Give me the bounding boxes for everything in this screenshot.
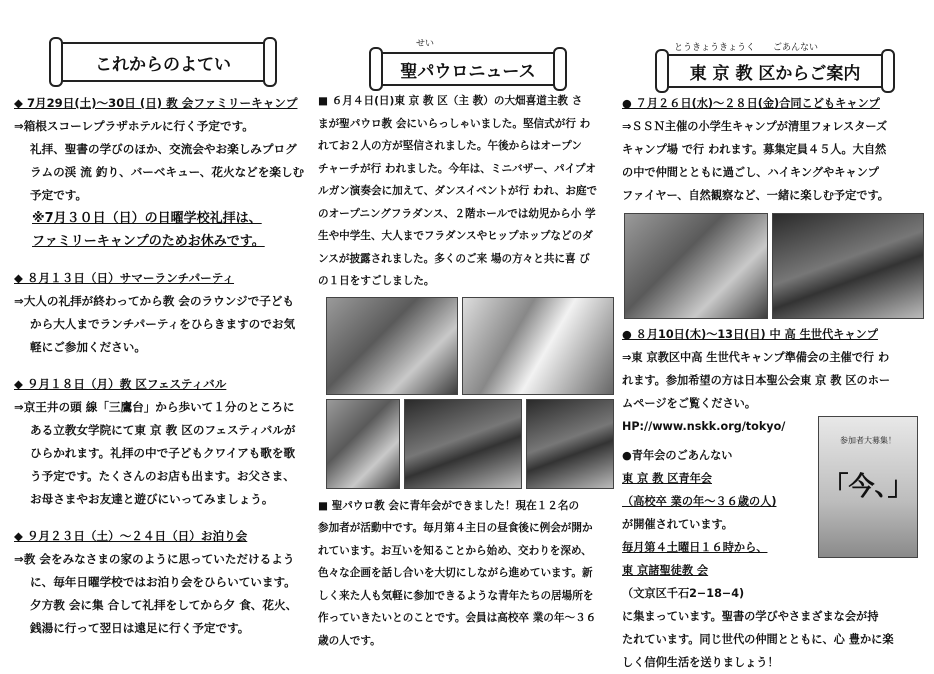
section-bishop-visit	[318, 90, 616, 293]
festival-heading: ◆ ９月１８日（月）教 区フェスティバル	[14, 377, 227, 391]
lunch-party-heading: ◆ ８月１３日（日）サマーランチパーティ	[14, 271, 235, 285]
text-line: 参加者が活動中です。毎月第４主日の昼食後に例会が開か	[318, 522, 593, 534]
photo-organ-concert	[526, 399, 614, 489]
diocese-title-ruby: とうきょうきょうく ごあんない	[674, 43, 819, 53]
news-title: 聖パウロニュース	[400, 61, 536, 82]
text-line: れています。お互いを知ることから始め、交わりを深め、	[318, 544, 592, 557]
text-line: ⇒京王井の頭 線「三鷹台」から歩いて１分のところに	[14, 400, 295, 414]
text-line: ある立教女学院にて東 京 教 区のフェスティバルが	[30, 423, 296, 437]
section-lunch-party	[14, 267, 312, 359]
camp-note-line: ファミリーキャンプのためお休みです。	[32, 234, 265, 249]
text-line: まが聖パウロ教 会にいらっしゃいました。堅信式が行 わ	[318, 117, 591, 130]
kids-camp-heading: ● ７月２６日(水)～２８日(金)合同こどもキャンプ	[622, 97, 880, 110]
column-news	[318, 0, 616, 655]
text-line: ファイヤー、自然観察など、一緒に楽しむ予定です。	[622, 189, 889, 202]
photo-hall-dance	[404, 399, 522, 489]
text-line: 銭湯に行って翌日は遠足に行く予定です。	[30, 621, 250, 635]
sleepover-heading: ◆ ９月２３日（土）～２４日（日）お泊り会	[14, 529, 248, 543]
text-line: ルガン演奏会に加えて、ダンスイベントが行 われ、お庭で	[318, 185, 598, 197]
camp-note-line: ※7月３０日（日）の日曜学校礼拝は、	[32, 211, 262, 226]
text-line: ムページをご覧ください。	[622, 397, 757, 410]
text-line: 毎月第４土曜日１６時から、	[622, 541, 768, 554]
text-line: しく来た人も気軽に参加できるような青年たちの居場所を	[318, 589, 594, 602]
text-line: ⇒大人の礼拝が終わってから教 会のラウンジで子ども	[14, 294, 295, 308]
text-line: れてお２人の方が堅信されました。午後からはオープン	[318, 140, 582, 152]
text-line: しく信仰生活を送りましょう！	[622, 656, 779, 669]
text-line: ⇒教 会をみなさまの家のように思っていただけるよう	[14, 552, 295, 566]
section-festival	[14, 373, 312, 511]
photo-bazaar	[326, 399, 400, 489]
text-line: が開催されています。	[622, 518, 733, 531]
text-line: ⇒ＳＳＮ主催の小学生キャンプが清里フォレスターズ	[622, 120, 888, 133]
camp-photos	[622, 213, 922, 323]
photo-outdoor-worship	[624, 213, 768, 319]
text-line: （文京区千石2−18−4)	[622, 587, 745, 600]
column-diocese-info	[622, 0, 922, 669]
text-line: に、毎年日曜学校ではお泊り会をひらいています。	[30, 575, 296, 589]
section-youth-group	[318, 495, 616, 653]
section-sleepover	[14, 525, 312, 640]
text-line: れます。参加希望の方は日本聖公会東 京 教 区のホー	[622, 374, 891, 387]
text-line: ひらかれます。礼拝の中で子どもクワイアも歌を歌	[30, 446, 296, 460]
text-line: 東 京諸聖徒教 会	[622, 564, 709, 577]
text-line: 歳の人です。	[318, 634, 381, 647]
youth-group-heading: ●青年会のごあんない	[622, 449, 733, 462]
text-line: 予定です。	[30, 188, 88, 202]
text-line: ■ 聖パウロ教 会に青年会ができました！現在１２名の	[318, 499, 580, 512]
text-line: の中で仲間とともに過ごし、ハイキングやキャンプ	[622, 166, 879, 179]
camp-flyer	[818, 416, 918, 558]
text-line: （高校卒 業の年～３６歳の人)	[622, 495, 777, 508]
text-line: キャンプ場 で行 われます。募集定員４５人。大自然	[622, 143, 887, 156]
section-kids-camp	[622, 92, 922, 207]
news-title-ruby: せい	[416, 39, 435, 49]
text-line: 作っていきたいとのことです。会員は高校卒 業の年～３６	[318, 612, 597, 624]
family-camp-heading: ◆ 7月29日(土)～30日 (日) 教 会ファミリーキャンプ	[14, 96, 298, 110]
text-line: ンスが披露されました。多くのご来 場の方々と共に喜 び	[318, 252, 590, 265]
text-line: の１日をすごしました。	[318, 275, 435, 287]
flyer-big-text: 「今、」	[822, 472, 914, 502]
flyer-top-text: 参加者大募集！	[840, 436, 896, 445]
text-line: たれています。同じ世代の仲間とともに、心 豊かに楽	[622, 633, 894, 646]
text-line: う予定です。たくさんのお店も出ます。お父さま、	[30, 469, 295, 483]
diocese-url-link[interactable]: HP://www.nskk.org/tokyo/	[622, 420, 786, 433]
text-line: ⇒箱根スコーレプラザホテルに行く予定です。	[14, 119, 254, 133]
text-line: ラムの渓 流 釣り、バーベキュー、花火などを楽しむ	[30, 165, 305, 179]
text-line: ■ ６月４日(日)東 京 教 区（主 教）の大畑喜道主教 さ	[318, 95, 583, 107]
text-line: お母さまやお友達と遊びにいってみましょう。	[30, 492, 274, 506]
text-line: 色々な企画を話し合いを大切にしながら進めています。新	[318, 567, 593, 579]
text-line: ⇒東 京教区中高 生世代キャンプ準備会の主催で行 わ	[622, 351, 890, 364]
news-photos	[318, 297, 616, 493]
photo-confirmation	[326, 297, 458, 395]
text-line: チャーチが行 われました。今年は、ミニバザー、パイプオ	[318, 162, 596, 175]
photo-campfire-crowd	[772, 213, 924, 319]
text-line: 礼拝、聖書の学びのほか、交流会やお楽しみプログ	[30, 142, 297, 156]
text-line: に集まっています。聖書の学びやさまざまな会が持	[622, 610, 879, 623]
section-family-camp	[14, 92, 312, 253]
schedule-title: これからのよてい	[95, 54, 231, 75]
diocese-title: 東 京 教 区からご案内	[689, 63, 861, 84]
text-line: から大人までランチパーティをひらきますのでお気	[30, 317, 296, 331]
photo-hula-dance	[462, 297, 614, 395]
youth-camp-heading: ● ８月10日(木)～13日(日) 中 高 生世代キャンプ	[622, 328, 878, 341]
text-line: 夕方教 会に集 合して礼拝をしてから夕 食、花火、	[30, 598, 298, 612]
schedule-title-banner	[56, 42, 270, 82]
diocese-title-banner	[662, 54, 888, 88]
column-schedule	[14, 0, 312, 655]
text-line: 東 京 教 区青年会	[622, 472, 712, 485]
text-line: 生や中学生、大人までフラダンスやヒップホップなどのダ	[318, 230, 593, 242]
text-line: のオープニングフラダンス、２階ホールでは幼児から小 学	[318, 207, 596, 220]
text-line: 軽にご参加ください。	[30, 340, 146, 354]
news-title-banner	[376, 52, 560, 86]
